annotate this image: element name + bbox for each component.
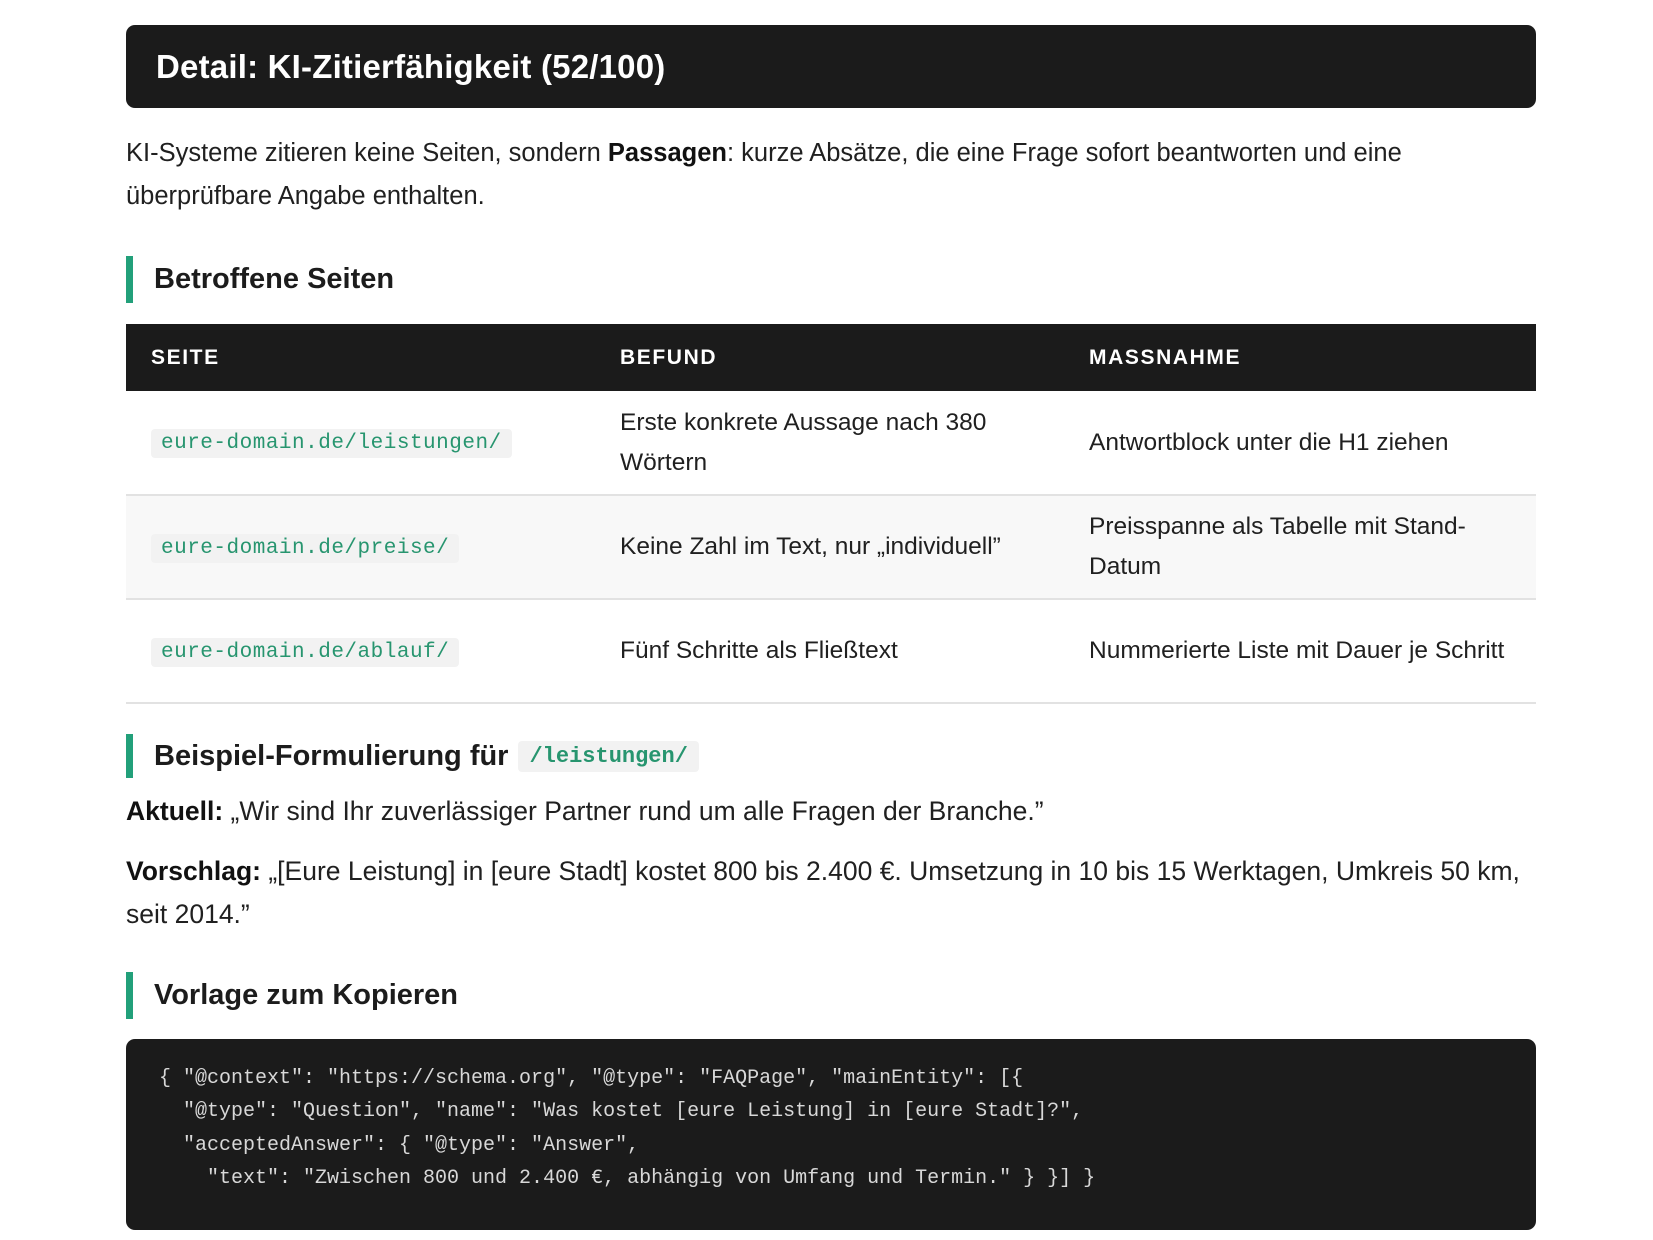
cell-befund: Keine Zahl im Text, nur „individuell” xyxy=(595,495,1064,599)
column-header-seite: SEITE xyxy=(126,324,595,391)
section-heading-affected-pages: Betroffene Seiten xyxy=(126,256,1536,303)
content xyxy=(126,25,1536,1230)
proposal-text: „[Eure Leistung] in [eure Stadt] kostet 800 bis 2.400 €. Umsetzung in 10 bis 15 Werktagen, Umkreis 50 km, seit 2014.” xyxy=(126,856,1520,929)
section-heading-template: Vorlage zum Kopieren xyxy=(126,972,1536,1019)
cell-seite xyxy=(126,391,595,495)
current-label: Aktuell: xyxy=(126,796,224,826)
column-header-massnahme: MASSNAHME xyxy=(1064,324,1536,391)
cell-massnahme: Preisspanne als Tabelle mit Stand-Datum xyxy=(1064,495,1536,599)
intro-paragraph xyxy=(126,132,1536,218)
code-template-block[interactable] xyxy=(126,1039,1536,1230)
section-heading-example xyxy=(126,734,1536,778)
table-row xyxy=(126,599,1536,703)
proposal-label: Vorschlag: xyxy=(126,856,261,886)
column-header-befund: BEFUND xyxy=(595,324,1064,391)
current-wording xyxy=(126,790,1536,833)
cell-seite xyxy=(126,495,595,599)
code-template[interactable]: { "@context": "https://schema.org", "@type": "FAQPage", "mainEntity": [{ "@type": "Question", "name": "Was kostet [eure Leistung] in [eure Stadt]?", "acceptedAnswer": { "@type": "Answer", "text": "Zwischen 800 und 2.400 €, abhängig von Umfang und Termin." } }] } xyxy=(159,1067,1096,1190)
affected-pages-table xyxy=(126,324,1536,704)
example-heading-text: Beispiel-Formulierung für xyxy=(154,739,509,772)
table-row xyxy=(126,495,1536,599)
cell-seite xyxy=(126,599,595,703)
intro-text-after: : kurze Absätze, die eine Frage sofort beantworten und eine überprüfbare Angabe enthalten. xyxy=(126,139,1402,210)
example-heading-code: /leistungen/ xyxy=(518,741,698,772)
page-url-code: eure-domain.de/preise/ xyxy=(151,534,459,563)
intro-text-before: KI-Systeme zitieren keine Seiten, sondern xyxy=(126,139,608,167)
cell-massnahme: Nummerierte Liste mit Dauer je Schritt xyxy=(1064,599,1536,703)
page-url-code: eure-domain.de/ablauf/ xyxy=(151,638,459,667)
page-title: Detail: KI-Zitierfähigkeit (52/100) xyxy=(156,47,666,85)
current-text: „Wir sind Ihr zuverlässiger Partner rund um alle Fragen der Branche.” xyxy=(223,796,1044,826)
cell-befund: Fünf Schritte als Fließtext xyxy=(595,599,1064,703)
table-header-row xyxy=(126,324,1536,391)
proposed-wording xyxy=(126,850,1536,936)
title-bar xyxy=(126,25,1536,108)
intro-bold: Passagen xyxy=(607,139,727,167)
table-row xyxy=(126,391,1536,495)
cell-befund: Erste konkrete Aussage nach 380 Wörtern xyxy=(595,391,1064,495)
cell-massnahme: Antwortblock unter die H1 ziehen xyxy=(1064,391,1536,495)
page-url-code: eure-domain.de/leistungen/ xyxy=(151,429,512,458)
